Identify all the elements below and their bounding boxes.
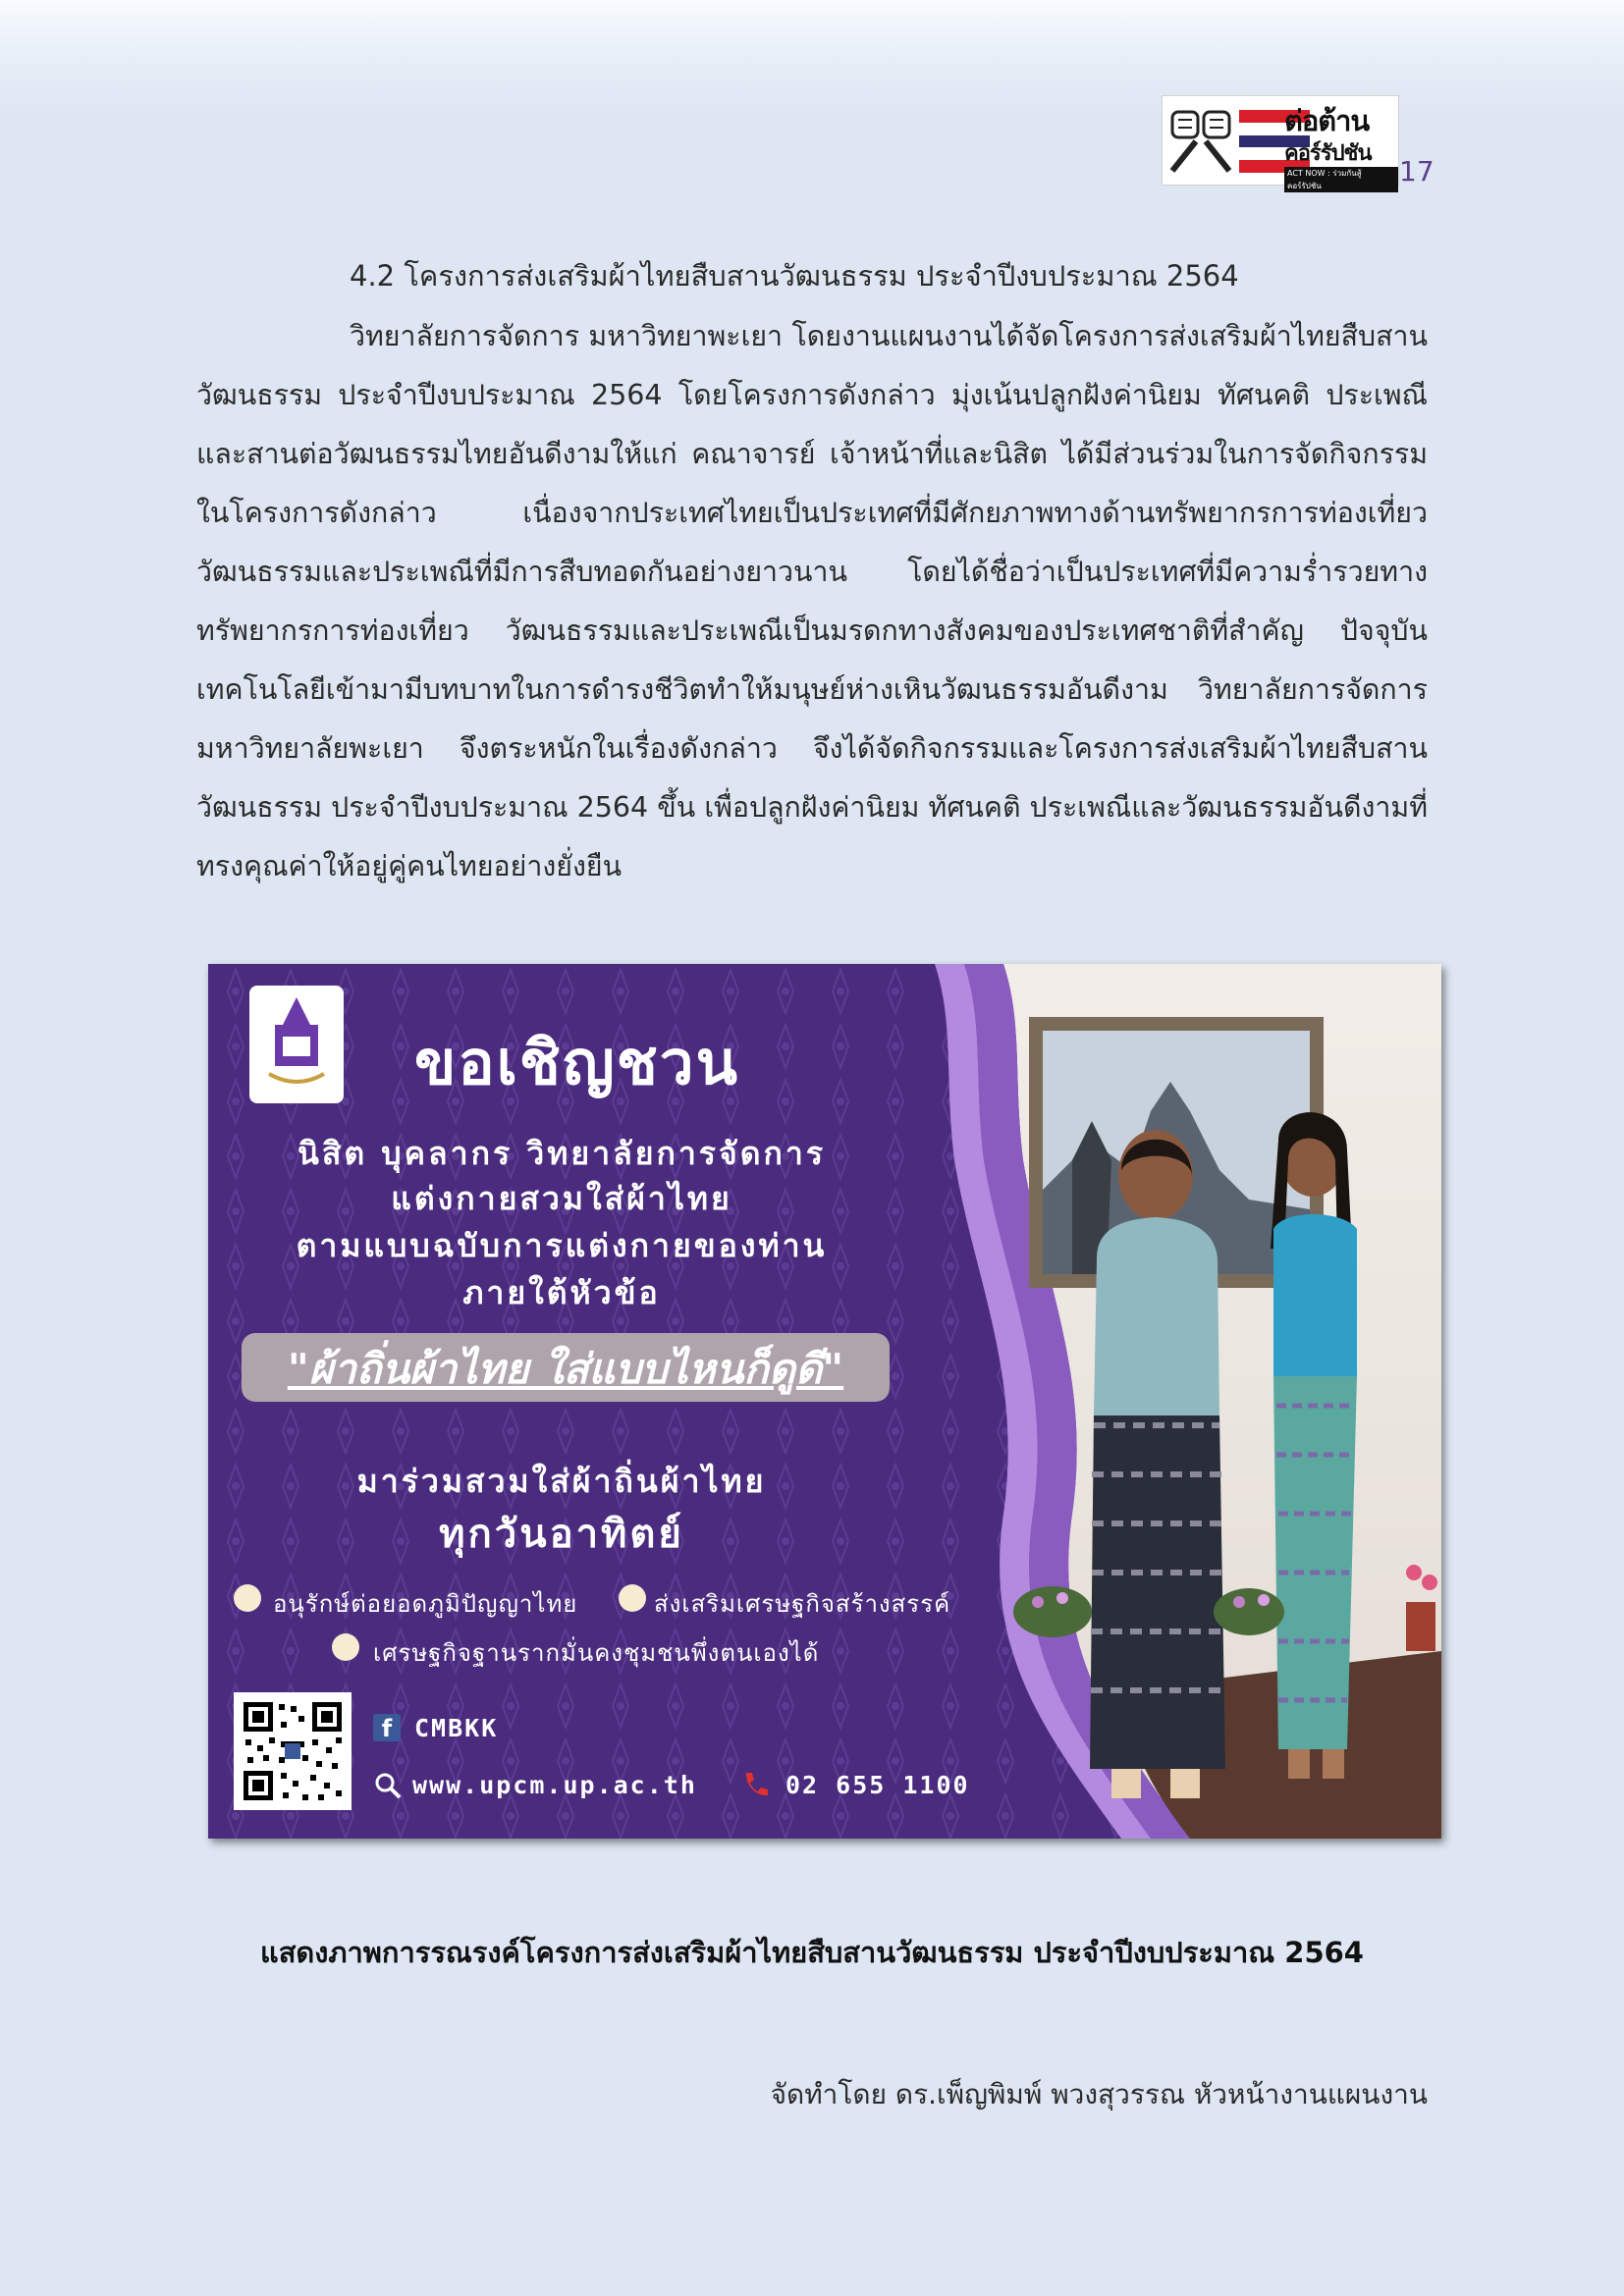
university-logo xyxy=(249,986,344,1103)
bullet-dot-icon xyxy=(619,1584,646,1612)
body-paragraph: วิทยาลัยการจัดการ มหาวิทยาพะเยา โดยงานแผนงานได้จัดโครงการส่งเสริมผ้าไทยสืบสานวัฒนธรรม ประจำปีงบประมาณ 2564 โดยโครงการดังกล่าว มุ่งเน้นปลูกฝังค่านิยม ทัศนคติ ประเพณี และสานต่อวัฒนธรรมไทยอันดีงามให้แก่ คณาจารย์ เจ้าหน้าที่และนิสิต ได้มีส่วนร่วมในการจัดกิจกรรมในโครงการดังกล่าว เนื่องจากประเทศไทยเป็นประเทศที่มีศักยภาพทางด้านทรัพยากรการท่องเที่ยว วัฒนธรรมและประเพณีที่มีการสืบทอดกันอย่างยาวนาน โดยได้ชื่อว่าเป็นประเทศที่มีความร่ำรวยทางทรัพยากรการท่องเที่ยว วัฒนธรรมและประเพณีเป็นมรดกทางสังคมของประเทศชาติที่สำคัญ ปัจจุบันเทคโนโลยีเข้ามามีบทบาทในการดำรงชีวิตทำให้มนุษย์ห่างเหินวัฒนธรรมอันดีงาม วิทยาลัยการจัดการ มหาวิทยาลัยพะเยา จึงตระหนักในเรื่องดังกล่าว จึงได้จัดกิจกรรมและโครงการส่งเสริมผ้าไทยสืบสานวัฒนธรรม ประจำปีงบประมาณ 2564 ขึ้น เพื่อปลูกฝังค่านิยม ทัศนคติ ประเพณีและวัฒนธรรมอันดีงามที่ทรงคุณค่าให้อยู่คู่คนไทยอย่างยั่งยืน xyxy=(196,320,1428,882)
facebook-icon: f xyxy=(373,1714,401,1741)
image-caption: แสดงภาพการรณรงค์โครงการส่งเสริมผ้าไทยสืบสานวัฒนธรรม ประจำปีงบประมาณ 2564 xyxy=(260,1936,1364,1969)
poster-bullet2: ส่งเสริมเศรษฐกิจสร้างสรรค์ xyxy=(654,1590,951,1618)
poster-line2: แต่งกายสวมใส่ผ้าไทย xyxy=(391,1180,732,1217)
qr-code-icon xyxy=(234,1692,352,1810)
website-url: www.upcm.up.ac.th xyxy=(412,1771,697,1799)
poster-line1: นิสิต บุคลากร วิทยาลัยการจัดการ xyxy=(297,1135,827,1172)
facebook-handle: CMBKK xyxy=(414,1714,499,1742)
poster-line4: ภายใต้หัวข้อ xyxy=(462,1274,661,1311)
poster-bullet3: เศรษฐกิจฐานรากมั่นคงชุมชนพึ่งตนเองได้ xyxy=(373,1639,820,1667)
poster-line3: ตามแบบฉบับการแต่งกายของท่าน xyxy=(296,1227,828,1264)
bullet-dot-icon xyxy=(234,1584,261,1612)
anti-corruption-logo xyxy=(1162,95,1399,190)
logo-line1: ต่อต้าน xyxy=(1284,104,1370,137)
poster-slogan: "ผ้าถิ่นผ้าไทย ใส่แบบไหนก็ดูดี" xyxy=(287,1345,844,1393)
bullet-dot-icon xyxy=(332,1633,359,1661)
poster-title: ขอเชิญชวน xyxy=(414,1027,739,1098)
crossed-fists-icon xyxy=(1166,102,1235,179)
university-emblem-icon xyxy=(249,986,344,1103)
logo-line2: คอร์รัปชัน xyxy=(1284,141,1372,166)
section-title: 4.2 โครงการส่งเสริมผ้าไทยสืบสานวัฒนธรรม ประจำปีงบประมาณ 2564 xyxy=(350,259,1239,293)
poster-line6: ทุกวันอาทิตย์ xyxy=(439,1512,684,1557)
body-paragraph-container xyxy=(196,307,1428,896)
page-number: 17 xyxy=(1399,155,1435,187)
phone-icon xyxy=(740,1769,772,1800)
author-credit: จัดทำโดย ดร.เพ็ญพิมพ์ พวงสุวรรณ หัวหน้างานแผนงาน xyxy=(770,2078,1428,2110)
logo-line3: ACT NOW : ร่วมกันสู้คอร์รัปชัน xyxy=(1284,167,1398,192)
search-icon xyxy=(373,1771,403,1800)
phone-number: 02 655 1100 xyxy=(785,1771,970,1799)
poster-bullet1: อนุรักษ์ต่อยอดภูมิปัญญาไทย xyxy=(273,1590,578,1618)
campaign-poster xyxy=(208,964,1441,1839)
poster-line5: มาร่วมสวมใส่ผ้าถิ่นผ้าไทย xyxy=(356,1463,767,1500)
